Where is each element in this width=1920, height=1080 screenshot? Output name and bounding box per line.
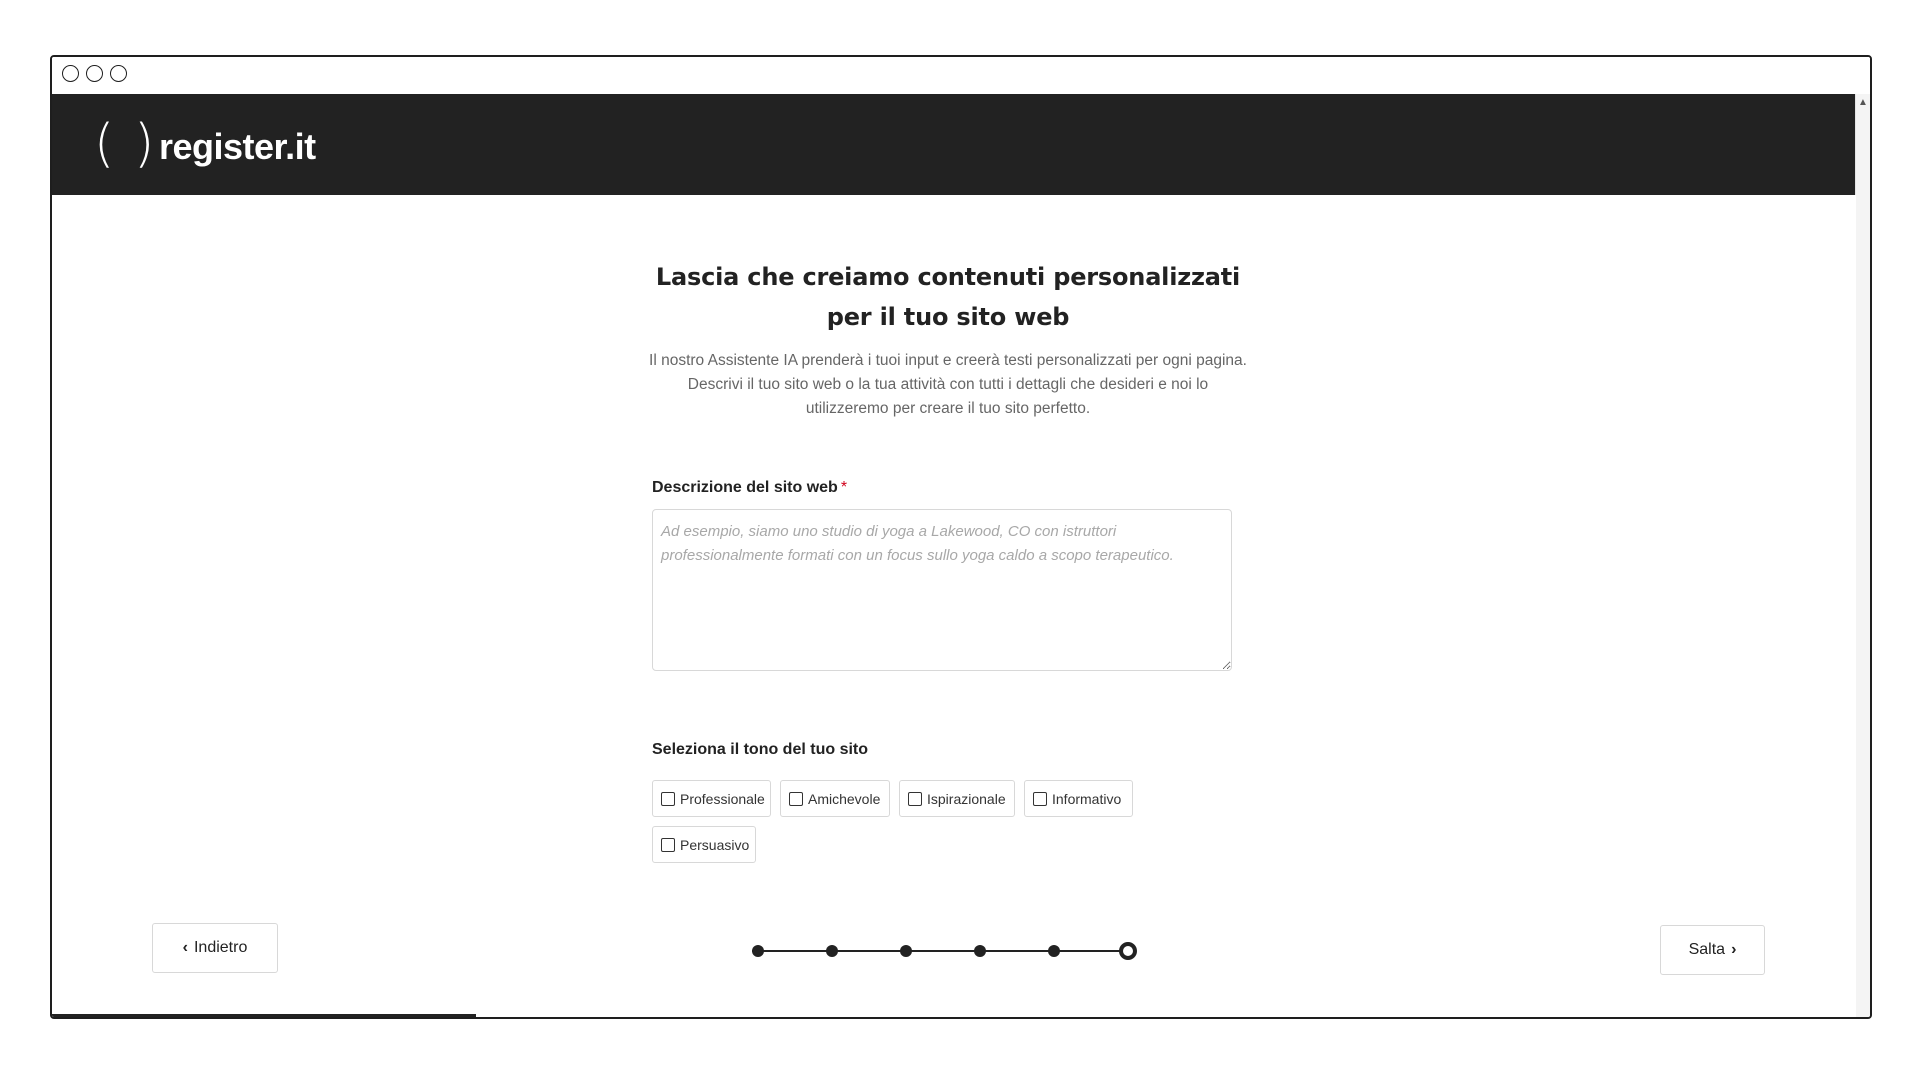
window-maximize-button[interactable] — [110, 65, 127, 82]
tone-option-persuasivo[interactable] — [652, 826, 756, 863]
window-minimize-button[interactable] — [86, 65, 103, 82]
chevron-right-icon: › — [1731, 941, 1737, 958]
back-button[interactable] — [152, 923, 278, 973]
page-subtitle: Il nostro Assistente IA prenderà i tuoi input e creerà testi personalizzati per ogni pagina. Descrivi il tuo sito web o la tua attività con tutti i dettagli che desideri e noi lo utilizzeremo per creare il tuo sito perfetto. — [649, 352, 1247, 417]
tone-option-amichevole[interactable] — [780, 780, 890, 817]
required-mark: * — [840, 479, 848, 496]
logo-text: register.it — [159, 126, 316, 167]
page-title: Lascia che creiamo contenuti personalizzati per il tuo sito web — [655, 263, 1241, 331]
progress-step-4 — [974, 945, 986, 957]
tone-option-label: Professionale — [680, 790, 765, 807]
tone-label: Seleziona il tono del tuo sito — [652, 741, 869, 758]
main-content — [52, 195, 1856, 1017]
tone-option-label: Persuasivo — [680, 836, 750, 853]
skip-button-label: Salta — [1688, 941, 1726, 958]
tone-option-label: Ispirazionale — [927, 790, 1006, 807]
checkbox-icon[interactable] — [661, 792, 675, 806]
description-label — [652, 479, 847, 497]
progress-step-3 — [900, 945, 912, 957]
tone-option-professionale[interactable] — [652, 780, 771, 817]
description-label-text: Descrizione del sito web — [652, 479, 838, 496]
skip-button[interactable] — [1660, 925, 1765, 975]
back-button-label: Indietro — [193, 939, 248, 956]
tone-option-label: Amichevole — [808, 790, 881, 807]
tone-option-ispirazionale[interactable] — [899, 780, 1015, 817]
logo-bracket-close: ) — [134, 114, 155, 174]
chevron-left-icon: ‹ — [182, 939, 188, 956]
register-logo[interactable] — [94, 112, 354, 178]
vertical-scrollbar[interactable] — [1855, 94, 1870, 1017]
checkbox-icon[interactable] — [661, 838, 675, 852]
description-textarea[interactable] — [652, 509, 1232, 671]
logo-bracket-open: ( — [94, 114, 115, 174]
progress-step-6-current — [1119, 942, 1137, 960]
progress-stepper — [752, 936, 1212, 966]
progress-step-2 — [826, 945, 838, 957]
window-titlebar — [52, 57, 1870, 94]
progress-line — [752, 950, 1127, 952]
window-close-button[interactable] — [62, 65, 79, 82]
tone-option-label: Informativo — [1052, 790, 1122, 807]
tone-option-informativo[interactable] — [1024, 780, 1133, 817]
checkbox-icon[interactable] — [908, 792, 922, 806]
checkbox-icon[interactable] — [1033, 792, 1047, 806]
progress-step-5 — [1048, 945, 1060, 957]
bottom-accent-bar — [52, 1014, 476, 1017]
checkbox-icon[interactable] — [789, 792, 803, 806]
site-header — [52, 94, 1856, 195]
scroll-up-icon[interactable]: ▲ — [1858, 97, 1868, 108]
browser-window — [50, 55, 1872, 1019]
progress-step-1 — [752, 945, 764, 957]
